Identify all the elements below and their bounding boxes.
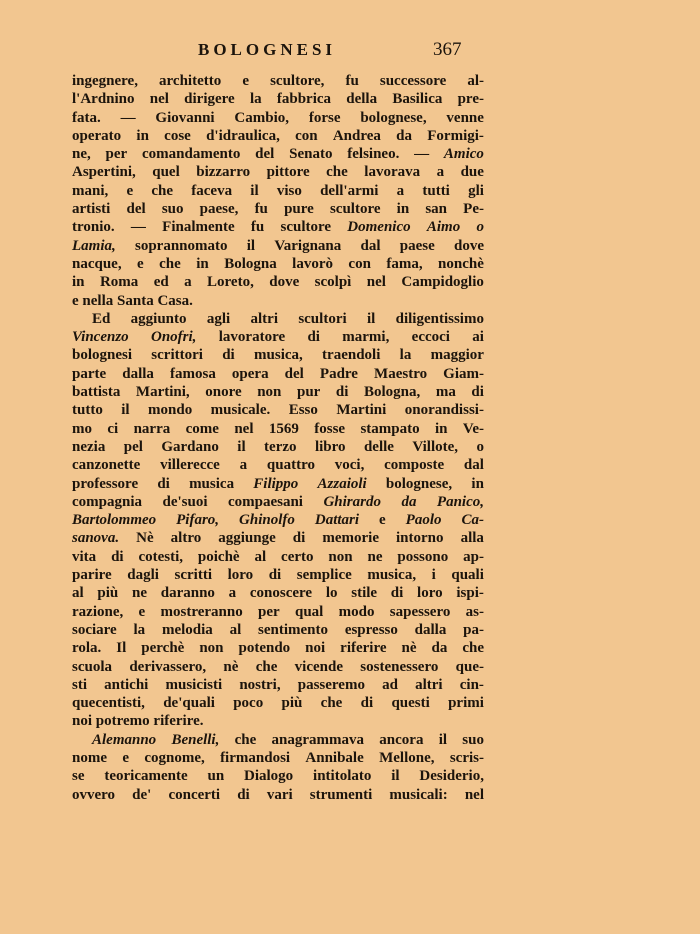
text-line: Lamia, soprannomato il Varignana dal paese dove: [72, 237, 484, 254]
text-line: Alemanno Benelli, che anagrammava ancora il suo: [92, 731, 484, 748]
text-line: artisti del suo paese, fu pure scultore in san Pe-: [72, 201, 484, 218]
text-line: bolognesi scrittori di musica, traendoli la maggior: [72, 347, 484, 364]
text-line: scuola derivassero, nè che vicende sostenessero que-: [72, 658, 484, 675]
text-line: tutto il mondo musicale. Esso Martini onorandissi-: [72, 402, 484, 419]
text-line: Ed aggiunto agli altri scultori il diligentissimo: [92, 310, 484, 327]
text-line: rola. Il perchè non potendo noi riferire nè da che: [72, 640, 484, 657]
text-line: quecentisti, de'quali poco più che di questi primi: [72, 695, 484, 712]
text-line: nezia pel Gardano il terzo libro delle Villote, o: [72, 438, 484, 455]
text-line: Aspertini, quel bizzarro pittore che lavorava a due: [72, 164, 484, 181]
text-line: vita di cotesti, poichè al certo non ne possono ap-: [72, 548, 484, 565]
text-line: nome e cognome, firmandosi Annibale Mellone, scris-: [72, 749, 484, 766]
text-line: noi potremo riferire.: [72, 713, 204, 730]
text-line: battista Martini, onore non pur di Bologna, ma di: [72, 384, 484, 401]
text-line: ovvero de' concerti di vari strumenti musicali: nel: [72, 786, 484, 803]
text-line: sociare la melodia al sentimento espresso dalla pa-: [72, 621, 484, 638]
text-line: mani, e che faceva il viso dell'armi a tutti gli: [72, 182, 484, 199]
text-line: razione, e mostreranno per qual modo sapessero as-: [72, 603, 484, 620]
text-line: parte dalla famosa opera del Padre Maestro Giam-: [72, 365, 484, 382]
text-line: in Roma ed a Loreto, dove scolpì nel Campidoglio: [72, 274, 484, 291]
text-line: canzonette villerecce a quattro voci, composte dal: [72, 457, 484, 474]
text-line: parire dagli scritti loro di semplice musica, i quali: [72, 567, 484, 584]
text-line: Bartolommeo Pifaro, Ghinolfo Dattari e Paolo Ca-: [72, 512, 484, 529]
text-line: se teoricamente un Dialogo intitolato il Desiderio,: [72, 768, 484, 785]
page-number: 367: [433, 39, 462, 60]
text-line: nacque, e che in Bologna lavorò con fama, nonchè: [72, 255, 484, 272]
text-line: sti antichi musicisti nostri, passeremo ad altri cin-: [72, 676, 484, 693]
body-text: [72, 72, 484, 804]
text-line: professore di musica Filippo Azzaioli bolognese, in: [72, 475, 484, 492]
text-line: mo ci narra come nel 1569 fosse stampato in Ve-: [72, 420, 484, 437]
text-line: ingegnere, architetto e scultore, fu successore al-: [72, 73, 484, 89]
page-header: [0, 40, 700, 62]
running-title: BOLOGNESI: [198, 40, 337, 59]
text-line: e nella Santa Casa.: [72, 292, 193, 309]
text-line: ne, per comandamento del Senato felsineo. — Amico: [72, 146, 484, 163]
text-line: sanova. Nè altro aggiunge di memorie intorno alla: [72, 530, 484, 547]
text-line: fata. — Giovanni Cambio, forse bolognese, venne: [72, 109, 484, 126]
text-line: compagnia de'suoi compaesani Ghirardo da Panico,: [72, 493, 484, 510]
text-line: Vincenzo Onofri, lavoratore di marmi, eccoci ai: [72, 329, 484, 346]
text-line: operato in cose d'idraulica, con Andrea da Formigi-: [72, 127, 484, 144]
text-line: al più ne daranno a conoscere lo stile di loro ispi-: [72, 585, 484, 602]
text-line: l'Ardnino nel dirigere la fabbrica della Basilica pre-: [72, 91, 484, 108]
text-line: tronio. — Finalmente fu scultore Domenico Aimo o: [72, 219, 484, 236]
